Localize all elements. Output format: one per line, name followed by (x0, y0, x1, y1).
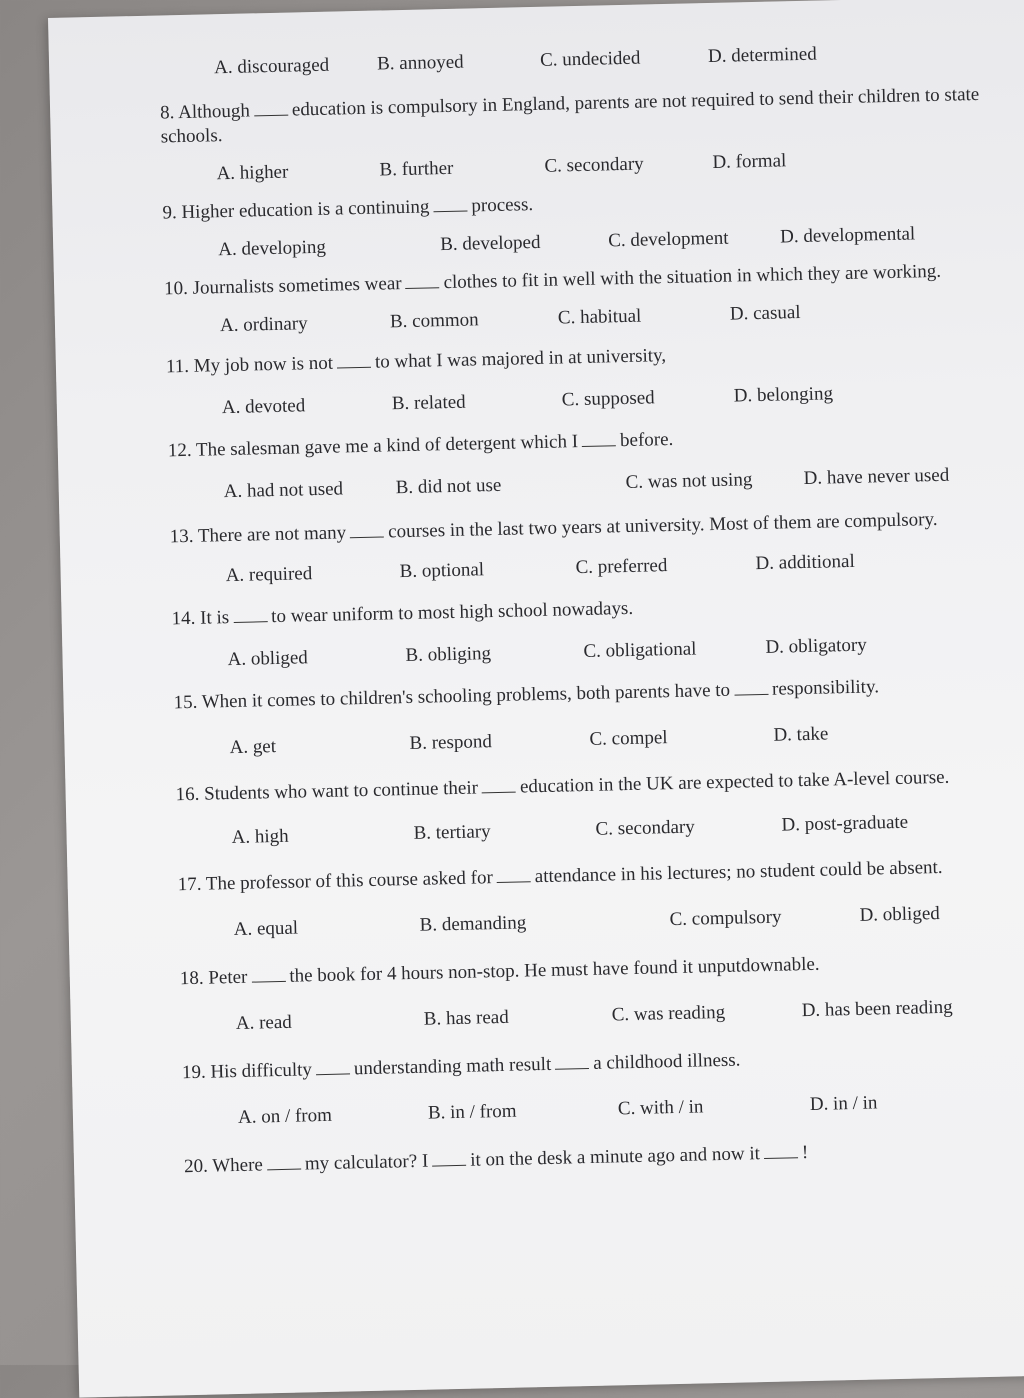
question-12: 12. The salesman gave me a kind of detergent which I before. (167, 428, 674, 462)
q17-option-a: A. equal (233, 917, 299, 941)
q14-option-c: C. obligational (583, 638, 697, 663)
answer-blank (405, 273, 439, 289)
answer-blank (254, 101, 288, 117)
paper-sheet (48, 0, 1024, 1398)
question-18-options (236, 994, 1024, 1036)
question-10-options (220, 296, 1024, 338)
question-11: 11. My job now is not to what I was majored in at university, (165, 345, 667, 378)
answer-blank (433, 197, 467, 213)
q17-option-d: D. obliged (859, 903, 941, 926)
question-14-options (227, 630, 1024, 672)
q11-option-d: D. belonging (733, 383, 834, 407)
q13-option-b: B. optional (399, 559, 485, 583)
question-9-options (218, 220, 1023, 262)
question-17-options (233, 900, 1024, 942)
q9-option-c: C. development (607, 227, 729, 252)
q14-option-b: B. obliging (405, 643, 492, 667)
answer-blank (582, 431, 616, 447)
q17-option-c: C. compulsory (669, 906, 782, 931)
q7-options (214, 38, 1019, 80)
answer-blank (316, 1059, 350, 1075)
question-10: 10. Journalists sometimes wear clothes to fit in well with the situation in which they are working. (163, 260, 942, 300)
question-13: 13. There are not many courses in the last two years at university. Most of them are compulsory. (169, 508, 938, 548)
q14-option-a: A. obliged (227, 647, 309, 671)
q13-option-d: D. additional (755, 550, 855, 575)
q12-option-b: B. did not use (395, 474, 502, 499)
answer-blank (734, 680, 768, 696)
question-8-options (216, 144, 1021, 186)
q9-option-a: A. developing (218, 236, 327, 261)
q8-option-a: A. higher (216, 161, 289, 185)
answer-blank (350, 523, 384, 539)
q19-option-c: C. with / in (617, 1096, 704, 1120)
question-16: 16. Students who want to continue their education in the UK are expected to take A-level course. (175, 766, 950, 806)
q18-option-d: D. has been reading (801, 996, 953, 1022)
question-15: 15. When it comes to children's schooling problems, both parents have to responsibility. (173, 676, 880, 714)
q13-option-c: C. preferred (575, 555, 668, 579)
question-14: 14. It is to wear uniform to most high school nowadays. (171, 597, 634, 630)
q11-option-b: B. related (391, 391, 466, 415)
question-16-options (231, 808, 1024, 850)
q8-option-c: C. secondary (544, 153, 644, 177)
answer-blank (432, 1151, 466, 1167)
q19-option-b: B. in / from (427, 1100, 517, 1124)
question-8: 8. Although education is compulsory in England, parents are not required to send their children to state schools. (159, 83, 980, 148)
worksheet-content (159, 36, 1024, 1179)
q10-option-d: D. casual (729, 302, 801, 325)
q16-option-b: B. tertiary (413, 821, 491, 844)
q11-option-c: C. supposed (561, 387, 655, 411)
q17-option-b: B. demanding (419, 912, 527, 936)
answer-blank (764, 1143, 798, 1159)
q15-option-d: D. take (773, 723, 829, 746)
q8-option-d: D. formal (712, 150, 787, 173)
answer-blank (555, 1054, 589, 1070)
q14-option-d: D. obligatory (765, 634, 868, 658)
q18-option-b: B. has read (423, 1006, 509, 1030)
question-15-options (229, 718, 1024, 760)
answer-blank (482, 778, 516, 794)
q7-option-a: A. discouraged (213, 54, 330, 79)
question-20: 20. Where my calculator? I it on the desk a minute ago and now it ! (183, 1142, 809, 1178)
q7-option-c: C. undecided (539, 47, 641, 71)
question-11-options (222, 378, 1024, 420)
question-17: 17. The professor of this course asked for attendance in his lectures; no student could be absent. (177, 856, 943, 896)
answer-blank (233, 607, 267, 623)
q16-option-c: C. secondary (595, 816, 695, 840)
q12-option-d: D. have never used (803, 464, 950, 489)
answer-blank (267, 1155, 301, 1171)
q11-option-a: A. devoted (221, 395, 306, 419)
q19-option-d: D. in / in (809, 1092, 878, 1115)
answer-blank (337, 353, 371, 369)
answer-blank (251, 967, 285, 983)
q13-option-a: A. required (225, 563, 313, 587)
q15-option-c: C. compel (589, 727, 668, 750)
q10-option-a: A. ordinary (219, 313, 308, 337)
q8-option-b: B. further (379, 157, 454, 181)
q18-option-c: C. was reading (611, 1001, 726, 1026)
q9-option-d: D. developmental (779, 223, 916, 248)
answer-blank (497, 867, 531, 883)
question-19-options (238, 1088, 1024, 1130)
q18-option-a: A. read (235, 1011, 293, 1034)
question-9: 9. Higher education is a continuing process. (162, 194, 534, 224)
q16-option-a: A. high (231, 825, 289, 849)
question-18: 18. Peter the book for 4 hours non-stop. He must have found it unputdownable. (179, 953, 820, 990)
q19-option-a: A. on / from (237, 1104, 333, 1128)
q9-option-b: B. developed (440, 231, 541, 256)
question-12-options (224, 462, 1024, 504)
question-13-options (225, 546, 1024, 588)
q10-option-c: C. habitual (557, 305, 642, 329)
q16-option-d: D. post-graduate (781, 811, 909, 836)
question-19: 19. His difficulty understanding math result a childhood illness. (181, 1049, 741, 1084)
q15-option-b: B. respond (409, 731, 493, 754)
q7-option-d: D. determined (707, 43, 817, 68)
q10-option-b: B. common (389, 309, 479, 333)
q7-option-b: B. annoyed (376, 51, 464, 75)
q15-option-a: A. get (229, 736, 277, 759)
q12-option-c: C. was not using (625, 469, 753, 494)
q12-option-a: A. had not used (223, 478, 344, 503)
